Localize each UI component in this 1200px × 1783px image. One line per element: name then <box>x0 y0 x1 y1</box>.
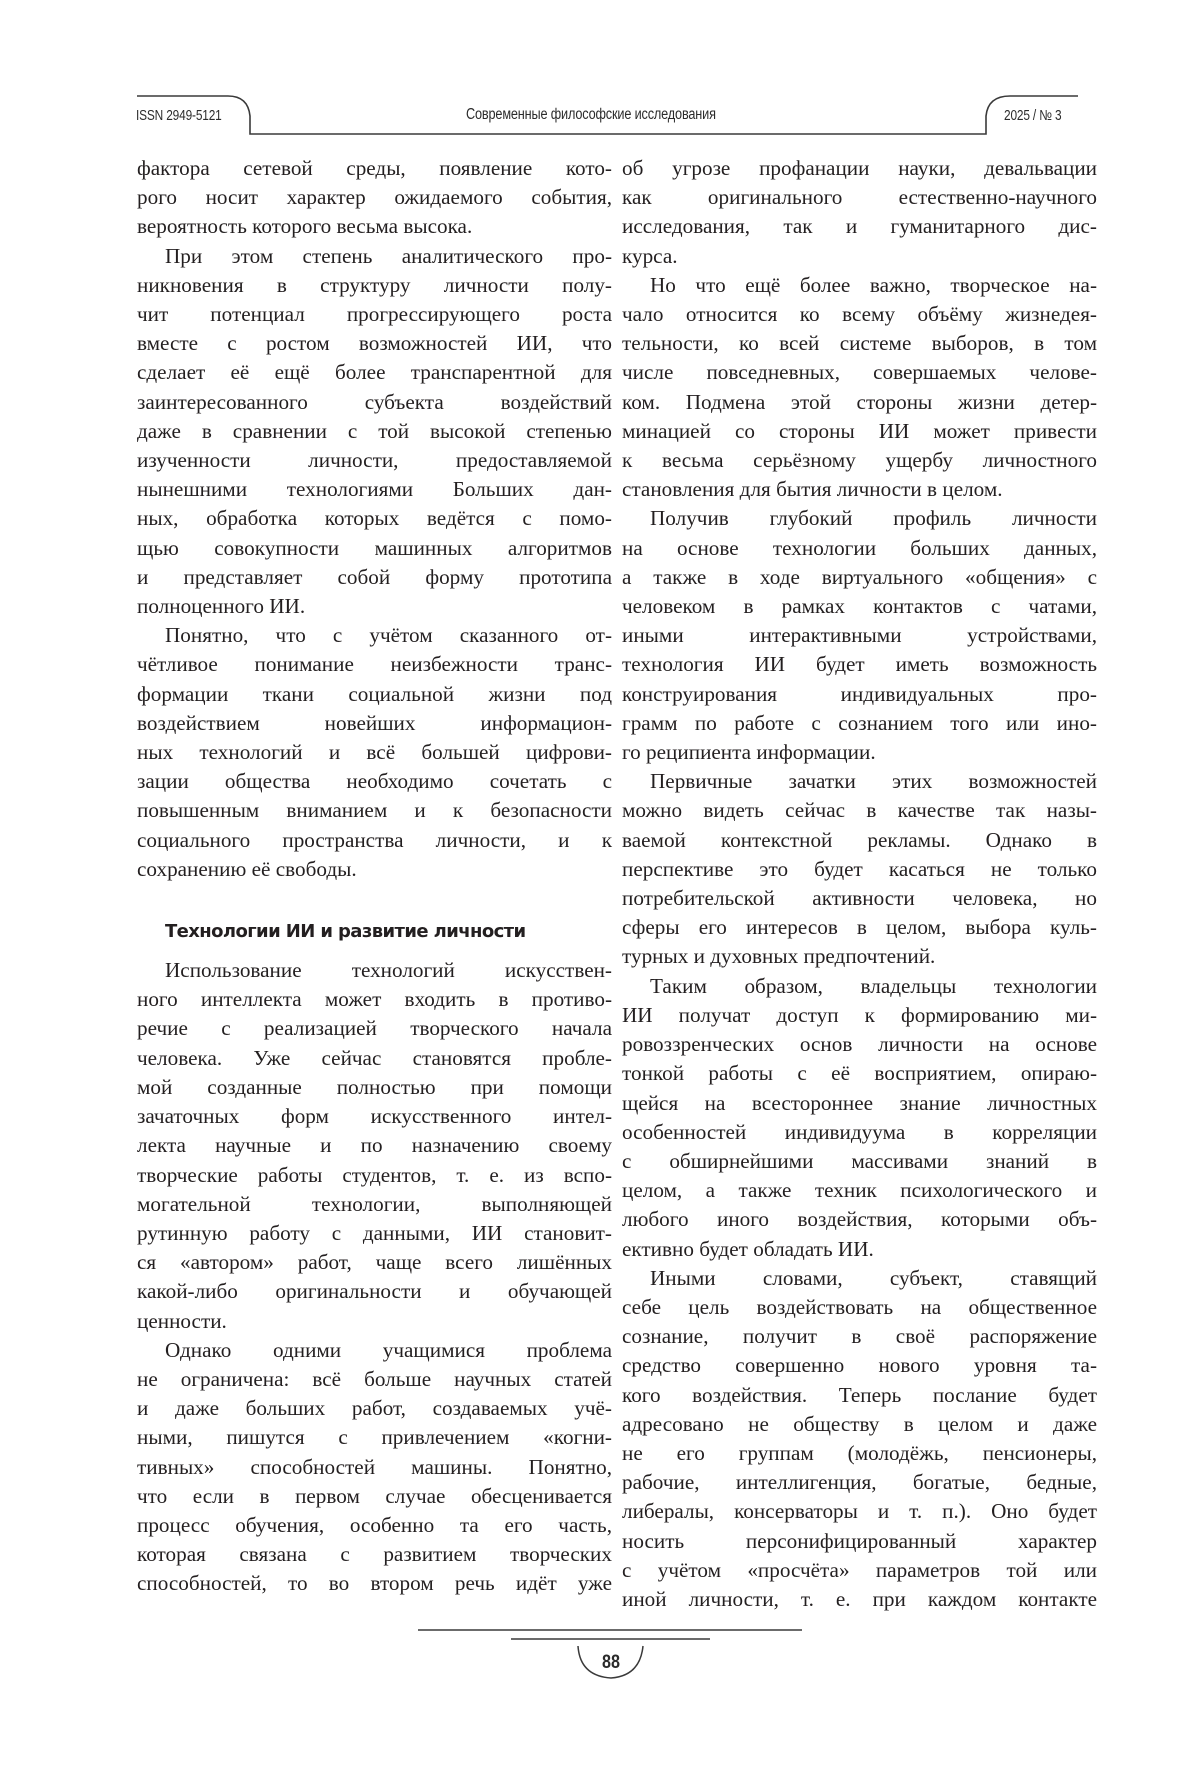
text-line: процесс обучения, особенно та его часть, <box>137 1512 612 1537</box>
text-line: При этом степень аналитического про- <box>165 243 612 268</box>
text-line: Но что ещё более важно, творческое на- <box>650 272 1097 297</box>
text-line: себе цель воздействовать на общественное <box>622 1294 1097 1319</box>
left-column <box>137 154 612 1599</box>
text-line: к весьма серьёзному ущербу личностного <box>622 448 1097 473</box>
text-line: что если в первом случае обесценивается <box>137 1483 612 1508</box>
text-line: Использование технологий искусствен- <box>165 958 612 983</box>
text-line: сознание, получит в своё распоряжение <box>622 1324 1097 1349</box>
text-line: ценности. <box>137 1308 227 1333</box>
paragraph <box>137 621 612 884</box>
text-line: зации общества необходимо сочетать с <box>137 769 612 794</box>
text-line: повышенным вниманием и к безопасности <box>137 798 612 823</box>
text-line: целом, а также техник психологического и <box>622 1178 1097 1203</box>
text-line: творческие работы студентов, т. е. из вспо- <box>137 1162 612 1187</box>
text-line: чало относится ко всему объёму жизнедея- <box>622 302 1097 327</box>
text-line: на основе технологии больших данных, <box>622 535 1097 560</box>
text-line: ся «автором» работ, чаще всего лишённых <box>137 1250 612 1275</box>
issn: ISSN 2949-5121 <box>136 108 222 124</box>
text-line: го реципиента информации. <box>622 740 876 765</box>
text-line: речие с реализацией творческого начала <box>137 1016 612 1041</box>
paragraph <box>622 767 1097 971</box>
text-line: ных технологий и всё большей цифрови- <box>137 740 612 765</box>
text-line: перспективе это будет касаться не только <box>622 856 1097 881</box>
text-line: тельности, ко всей системе выборов, в том <box>622 331 1097 356</box>
text-line: об угрозе профанации науки, девальвации <box>622 156 1097 180</box>
text-line: человека. Уже сейчас становятся пробле- <box>137 1045 612 1070</box>
text-line: лекта научные и по назначению своему <box>137 1133 612 1158</box>
paragraph <box>622 504 1097 767</box>
text-line: могательной технологии, выполняющей <box>137 1191 612 1216</box>
text-line: иной личности, т. е. при каждом контакте <box>622 1586 1097 1611</box>
text-line: какой-либо оригинальности и обучающей <box>137 1279 612 1304</box>
paragraph <box>137 956 612 1336</box>
text-line: нынешними технологиями Больших дан- <box>137 477 612 502</box>
right-column <box>622 154 1097 1614</box>
text-line: исследования, так и гуманитарного дис- <box>622 214 1097 239</box>
text-line: зачаточных форм искусственного интел- <box>137 1104 612 1129</box>
text-line: фактора сетевой среды, появление кото- <box>137 156 612 180</box>
text-line: полноценного ИИ. <box>137 594 306 619</box>
text-line: любого иного воздействия, которыми объ- <box>622 1207 1097 1232</box>
text-line: социального пространства личности, и к <box>137 827 612 852</box>
text-line: технология ИИ будет иметь возможность <box>622 652 1097 677</box>
text-line: Понятно, что с учётом сказанного от- <box>165 623 612 648</box>
text-line: Таким образом, владельцы технологии <box>650 973 1097 998</box>
text-line: как оригинального естественно-научного <box>622 185 1097 210</box>
text-line: иными интерактивными устройствами, <box>622 623 1097 648</box>
text-line: даже в сравнении с той высокой степенью <box>137 418 612 443</box>
text-line: адресовано не обществу в целом и даже <box>622 1411 1097 1436</box>
text-line: которая связана с развитием творческих <box>137 1542 612 1567</box>
text-line: ных, обработка которых ведётся с помо- <box>137 506 612 531</box>
text-line: рого носит характер ожидаемого события, <box>137 185 612 210</box>
text-line: ком. Подмена этой стороны жизни детер- <box>622 389 1097 414</box>
paragraph <box>622 154 1097 271</box>
text-line: становления для бытия личности в целом. <box>622 477 1003 502</box>
text-line: никновения в структуру личности полу- <box>137 272 612 297</box>
text-line: сохранению её свободы. <box>137 856 357 881</box>
text-line: заинтересованного субъекта воздействий <box>137 389 612 414</box>
text-line: сделает её ещё более транспарентной для <box>137 360 612 385</box>
text-line: грамм по работе с сознанием того или ино- <box>622 710 1097 735</box>
text-line: Однако одними учащимися проблема <box>165 1337 612 1362</box>
text-line: рутинную работу с данными, ИИ становит- <box>137 1220 612 1245</box>
text-line: турных и духовных предпочтений. <box>622 944 936 969</box>
section-heading: Технологии ИИ и развитие личности <box>165 921 526 943</box>
text-line: не ограничена: всё больше научных статей <box>137 1366 612 1391</box>
text-line: формации ткани социальной жизни под <box>137 681 612 706</box>
text-line: ровоззренческих основ личности на основе <box>622 1032 1097 1057</box>
text-line: числе повседневных, совершаемых челове- <box>622 360 1097 385</box>
text-line: ного интеллекта может входить в противо- <box>137 987 612 1012</box>
text-line: Получив глубокий профиль личности <box>650 506 1097 531</box>
text-line: либералы, консерваторы и т. п.). Оно будет <box>622 1499 1097 1524</box>
text-line: сферы его интересов в целом, выбора куль- <box>622 915 1097 940</box>
text-line: вероятность которого весьма высока. <box>137 214 473 239</box>
text-line: тивных» способностей машины. Понятно, <box>137 1454 612 1479</box>
text-line: чётливое понимание неизбежности транс- <box>137 652 612 677</box>
text-line: способностей, то во втором речь идёт уже <box>137 1571 612 1596</box>
text-line: ИИ получат доступ к формированию ми- <box>622 1002 1097 1027</box>
text-line: человеком в рамках контактов с чатами, <box>622 594 1097 619</box>
paragraph <box>137 1336 612 1599</box>
text-line: особенностей индивидуума в корреляции <box>622 1119 1097 1144</box>
text-line: ективно будет обладать ИИ. <box>622 1236 874 1261</box>
text-line: тонкой работы с её восприятием, опираю- <box>622 1061 1097 1086</box>
text-line: рабочие, интеллигенция, богатые, бедные, <box>622 1470 1097 1495</box>
text-line: чит потенциал прогрессирующего роста <box>137 302 612 327</box>
text-line: не его группам (молодёжь, пенсионеры, <box>622 1440 1097 1465</box>
running-header <box>0 0 1200 140</box>
text-line: и представляет собой форму прототипа <box>137 564 612 589</box>
paragraph <box>137 154 612 242</box>
text-line: курса. <box>622 243 678 268</box>
page-number: 88 <box>602 1652 620 1673</box>
text-line: с обширнейшими массивами знаний в <box>622 1148 1097 1173</box>
text-line: потребительской активности человека, но <box>622 886 1097 911</box>
text-line: щью совокупности машинных алгоритмов <box>137 535 612 560</box>
paragraph <box>622 972 1097 1264</box>
journal-title: Современные философские исследования <box>466 106 716 123</box>
paragraph <box>622 271 1097 505</box>
text-line: можно видеть сейчас в качестве так назы- <box>622 798 1097 823</box>
text-line: изученности личности, предоставляемой <box>137 448 612 473</box>
text-line: вместе с ростом возможностей ИИ, что <box>137 331 612 356</box>
text-line: а также в ходе виртуального «общения» с <box>622 564 1097 589</box>
text-line: минацией со стороны ИИ может привести <box>622 418 1097 443</box>
text-line: кого воздействия. Теперь послание будет <box>622 1382 1097 1407</box>
text-line: щейся на всестороннее знание личностных <box>622 1090 1097 1115</box>
issue-number: 2025 / № 3 <box>1004 108 1062 124</box>
paragraph <box>622 1264 1097 1614</box>
text-line: ваемой контекстной рекламы. Однако в <box>622 827 1097 852</box>
text-line: ными, пишутся с привлечением «когни- <box>137 1425 612 1450</box>
text-line: средство совершенно нового уровня та- <box>622 1353 1097 1378</box>
text-line: Первичные зачатки этих возможностей <box>650 769 1097 794</box>
text-line: мой созданные полностью при помощи <box>137 1074 612 1099</box>
text-line: конструирования индивидуальных про- <box>622 681 1097 706</box>
text-line: и даже больших работ, создаваемых учё- <box>137 1396 612 1421</box>
text-line: воздействием новейших информацион- <box>137 710 612 735</box>
text-line: Иными словами, субъект, ставящий <box>650 1265 1097 1290</box>
text-line: с учётом «просчёта» параметров той или <box>622 1557 1097 1582</box>
text-line: носить персонифицированный характер <box>622 1528 1097 1553</box>
paragraph <box>137 242 612 622</box>
